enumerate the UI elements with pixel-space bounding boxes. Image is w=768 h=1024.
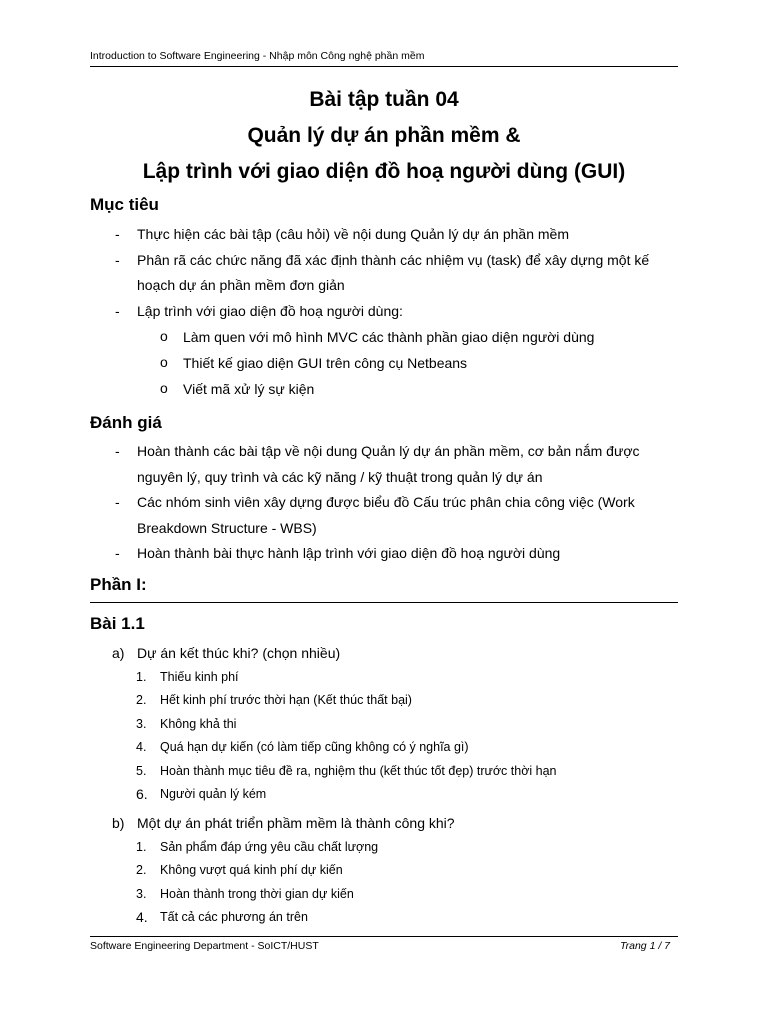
question-text: Dự án kết thúc khi? (chọn nhiều) <box>137 644 341 661</box>
main-content <box>90 192 678 930</box>
section-heading-danh-gia: Đánh giá <box>90 413 162 432</box>
title-line-2: Quản lý dự án phần mềm & <box>247 124 521 147</box>
option-text: Hoàn thành mục tiêu đề ra, nghiệm thu (kết thúc tốt đẹp) trước thời hạn <box>160 763 557 778</box>
option-item <box>90 906 678 930</box>
option-item <box>90 736 678 760</box>
option-item <box>90 836 678 860</box>
option-number: 2. <box>136 863 147 877</box>
page-footer <box>90 936 678 952</box>
danh-gia-list <box>90 439 678 567</box>
option-item <box>90 883 678 907</box>
option-number: 3. <box>136 716 147 731</box>
title-block <box>0 82 768 190</box>
question-label: a) <box>112 644 125 661</box>
question-b <box>90 811 678 836</box>
footer-department: Software Engineering Department - SoICT/HUST <box>90 940 319 952</box>
option-number: 3. <box>136 886 147 901</box>
option-number: 5. <box>136 763 147 778</box>
title-line-3: Lập trình với giao diện đồ hoạ người dùng (GUI) <box>142 160 626 183</box>
question-text: Một dự án phát triển phầm mềm là thành công khi? <box>137 814 455 831</box>
sub-list-item: o Viết mã xử lý sự kiện <box>90 376 678 402</box>
sub-list-item: o Thiết kế giao diện GUI trên công cụ Netbeans <box>90 350 678 376</box>
list-item: - Hoàn thành bài thực hành lập trình với giao diện đồ hoạ người dùng <box>90 541 678 567</box>
option-text: Không vượt quá kinh phí dự kiến <box>160 863 343 877</box>
option-item <box>90 713 678 737</box>
question-a <box>90 641 678 666</box>
option-number: 6. <box>136 786 148 802</box>
sub-list-item: o Làm quen với mô hình MVC các thành phần giao diện người dùng <box>90 324 678 350</box>
question-label: b) <box>112 814 125 831</box>
option-item <box>90 760 678 784</box>
option-text: Không khả thi <box>160 716 237 731</box>
option-text: Sản phẩm đáp ứng yêu cầu chất lượng <box>160 839 379 854</box>
option-item <box>90 689 678 713</box>
page-header: Introduction to Software Engineering - Nhập môn Công nghệ phần mềm <box>90 50 678 67</box>
option-text: Hết kinh phí trước thời hạn (Kết thúc thất bại) <box>160 693 412 707</box>
exercise-heading: Bài 1.1 <box>90 613 145 633</box>
option-text: Quá hạn dự kiến (có làm tiếp cũng không có ý nghĩa gì) <box>160 740 469 754</box>
muc-tieu-list <box>90 222 678 324</box>
list-item: - Phân rã các chức năng đã xác định thành các nhiệm vụ (task) để xây dựng một kế hoạch dự án phần mềm đơn giản <box>90 248 678 299</box>
option-item <box>90 666 678 690</box>
option-number: 4. <box>136 740 147 754</box>
option-number: 1. <box>136 669 147 684</box>
question-a-options <box>90 666 678 807</box>
option-text: Thiếu kinh phí <box>160 669 239 684</box>
list-item: - Hoàn thành các bài tập về nội dung Quản lý dự án phần mềm, cơ bản nắm được nguyên lý, quy trình và các kỹ năng / kỹ thuật trong quản lý dự án <box>90 439 678 490</box>
list-item: - Lập trình với giao diện đồ hoạ người dùng: <box>90 299 678 325</box>
option-text: Người quản lý kém <box>160 787 267 801</box>
list-item: - Thực hiện các bài tập (câu hỏi) về nội dung Quản lý dự án phần mềm <box>90 222 678 248</box>
page-number: Trang 1 / 7 <box>620 940 670 952</box>
option-number: 2. <box>136 693 147 707</box>
title-line-1: Bài tập tuần 04 <box>309 88 459 111</box>
option-text: Tất cả các phương án trên <box>160 910 308 924</box>
option-item <box>90 859 678 883</box>
option-number: 4. <box>136 909 148 925</box>
option-text: Hoàn thành trong thời gian dự kiến <box>160 886 354 901</box>
part-heading: Phần I: <box>90 572 678 603</box>
section-heading-muc-tieu: Mục tiêu <box>90 195 159 214</box>
list-item: - Các nhóm sinh viên xây dựng được biểu đồ Cấu trúc phân chia công việc (Work Breakdown Structure - WBS) <box>90 490 678 541</box>
option-item <box>90 783 678 807</box>
question-b-options <box>90 836 678 930</box>
option-number: 1. <box>136 839 147 854</box>
muc-tieu-sublist <box>90 324 678 402</box>
